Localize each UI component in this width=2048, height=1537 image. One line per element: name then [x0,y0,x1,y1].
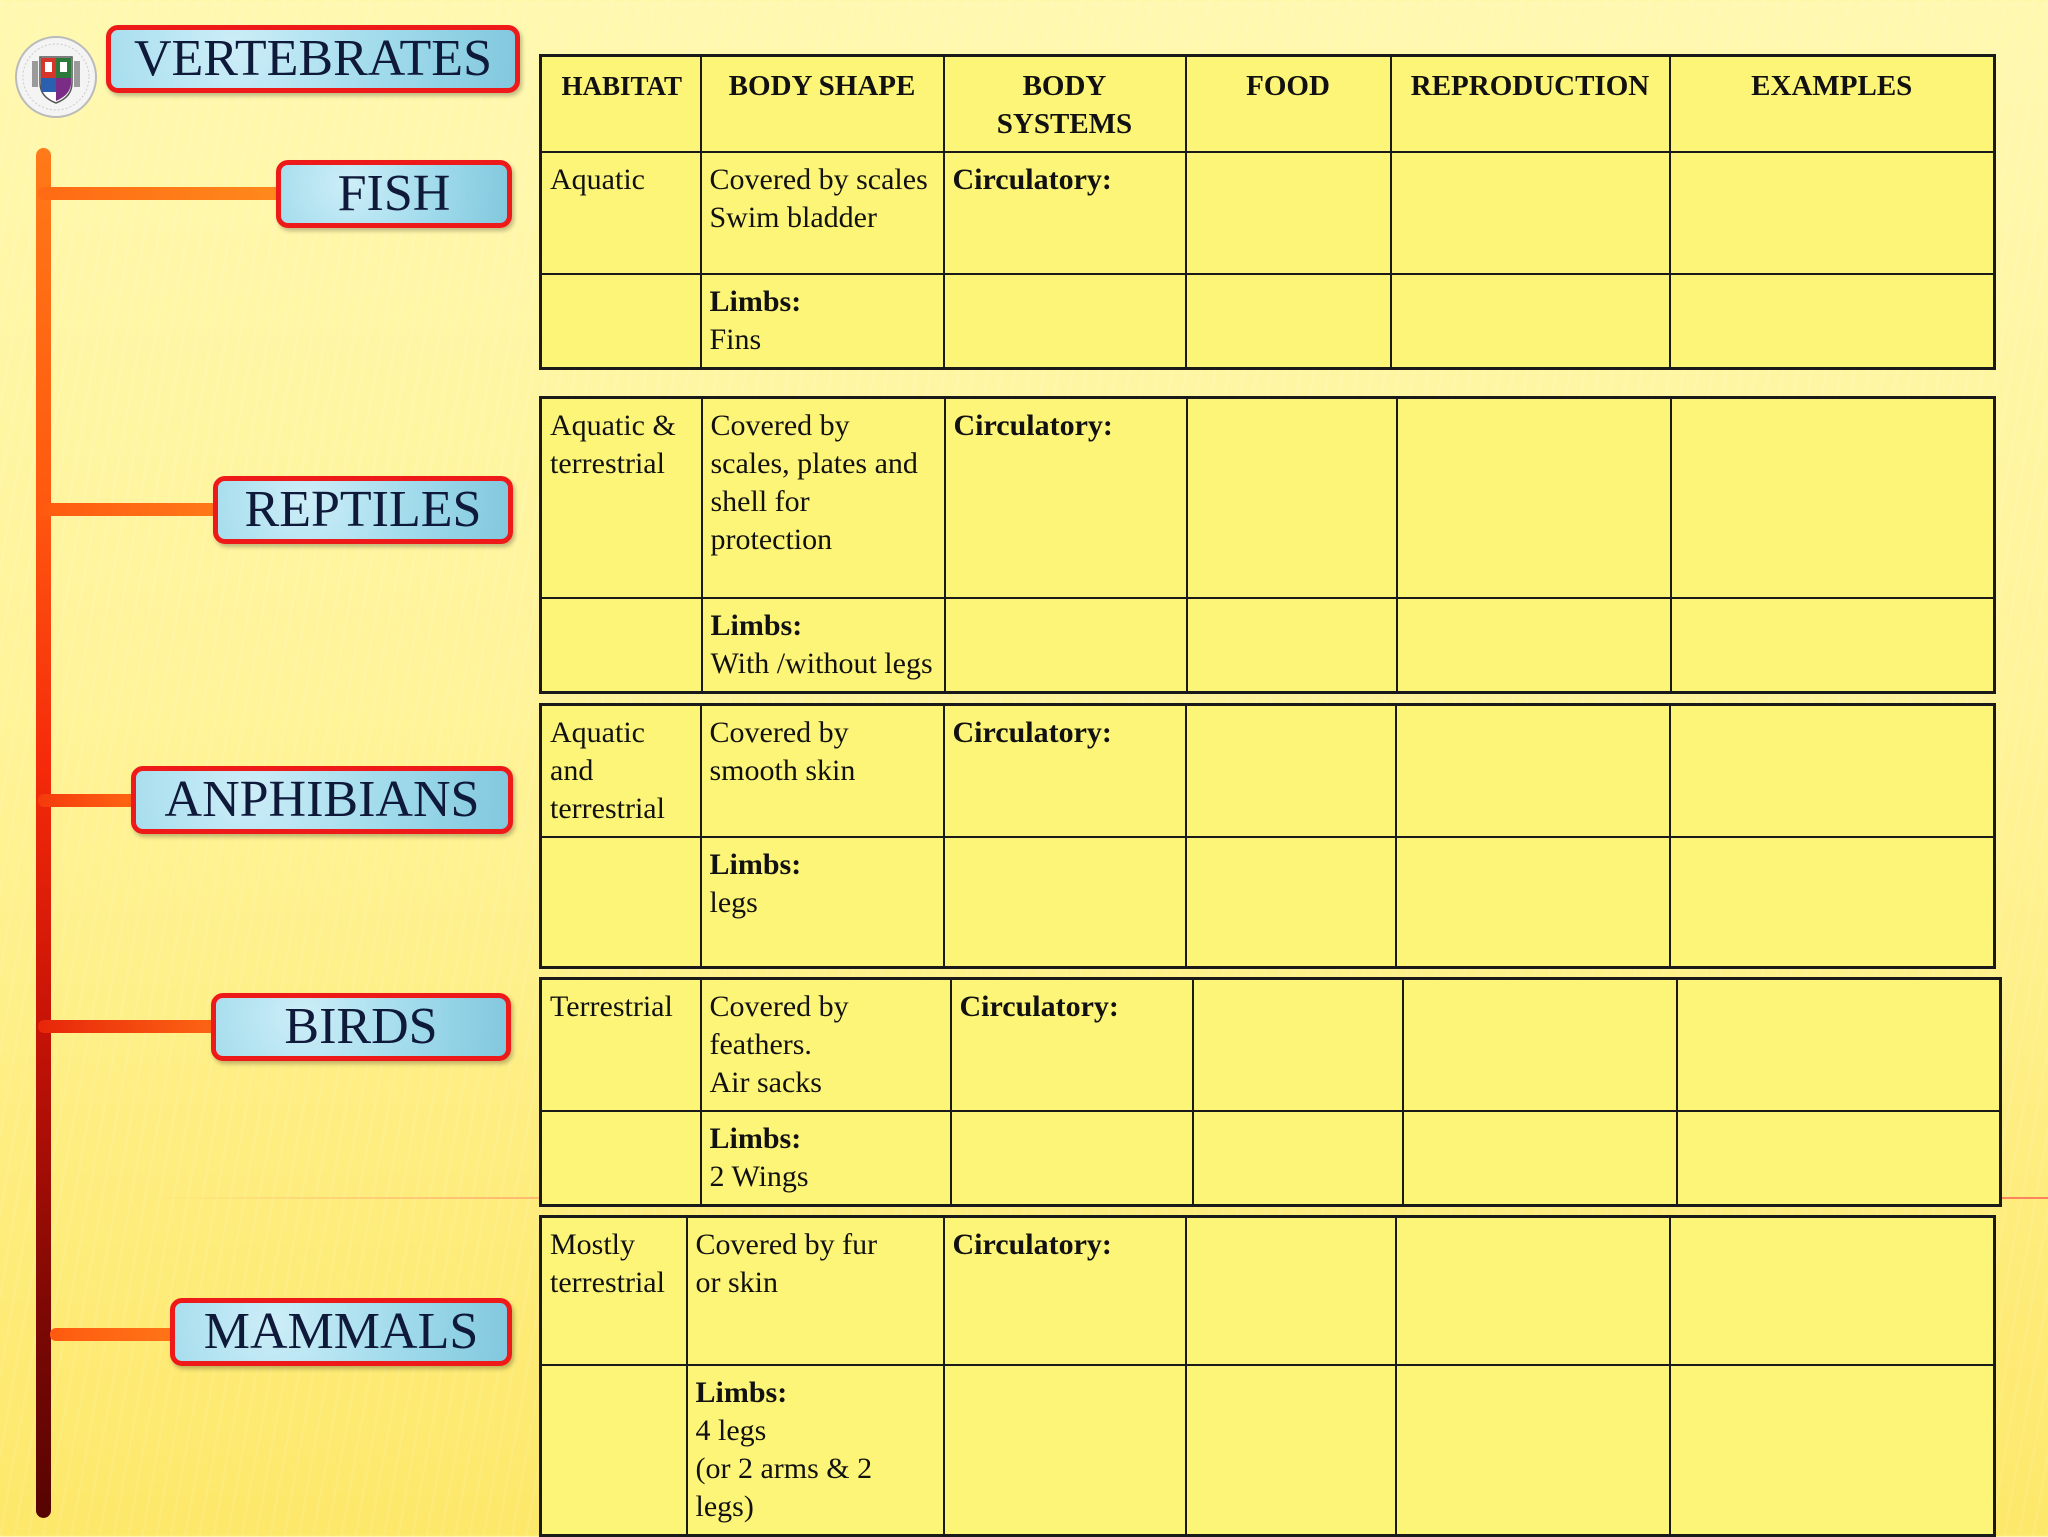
reproduction-cell [1397,598,1671,693]
examples-cell [1671,398,1995,598]
body-systems-cell [951,979,1193,1112]
table-row [541,837,1995,967]
circulatory-label: Circulatory: [952,163,1112,196]
limbs-value: 4 legs (or 2 arms & 2 legs) [695,1413,873,1523]
table-header-row [541,56,1995,153]
page-title: VERTEBRATES [106,25,520,93]
circulatory-label: Circulatory: [952,716,1112,749]
habitat-cell: Mostly terrestrial [541,1217,687,1365]
examples-cell [1670,705,1995,838]
examples-cell [1670,1217,1995,1365]
food-cell [1193,979,1403,1112]
body-systems-cell [951,1111,1193,1206]
reproduction-cell [1397,398,1671,598]
reproduction-cell [1403,1111,1677,1206]
reproduction-cell [1396,837,1670,967]
table-row [541,1111,2001,1206]
header-body-shape: BODY SHAPE [701,56,944,153]
habitat-cell: Terrestrial [541,979,701,1112]
examples-cell [1677,979,2001,1112]
table-row [541,1217,1995,1365]
birds-table [539,977,2002,1207]
limbs-value: With /without legs [710,646,933,680]
group-label-birds: BIRDS [211,993,511,1061]
body-shape-cell: Covered by feathers. Air sacks [701,979,951,1112]
examples-cell [1671,598,1995,693]
body-shape-cell: Covered by fur or skin [687,1217,944,1365]
table-row [541,274,1995,369]
body-systems-cell [944,837,1186,967]
limbs-label: Limbs: [695,1375,788,1409]
school-crest-icon [14,31,98,123]
limbs-label: Limbs: [709,848,802,881]
limbs-cell [701,837,944,967]
body-shape-cell: Covered by smooth skin [701,705,944,838]
body-systems-cell [944,1365,1186,1536]
habitat-cell: Aquatic & terrestrial [541,398,702,598]
body-systems-cell [944,274,1186,369]
header-body-systems: BODY SYSTEMS [944,56,1186,153]
limbs-label: Limbs: [709,285,802,318]
table-row [541,152,1995,274]
reptiles-table [539,396,1996,694]
food-cell [1193,1111,1403,1206]
table-row [541,398,1995,598]
food-cell [1187,598,1397,693]
branch-reptiles [38,503,228,516]
limbs-value: legs [709,886,758,919]
body-shape-cell: Covered by scales Swim bladder [701,152,944,274]
habitat-cell: Aquatic [541,152,701,274]
reproduction-cell [1396,1217,1670,1365]
branch-fish [38,187,288,200]
food-cell [1186,274,1391,369]
limbs-cell [687,1365,944,1536]
table-row [541,979,2001,1112]
body-systems-cell [945,398,1187,598]
limbs-label: Limbs: [710,608,803,642]
circulatory-label: Circulatory: [959,990,1119,1023]
food-cell [1186,152,1391,274]
header-examples: EXAMPLES [1670,56,1995,153]
habitat-cell [541,1111,701,1206]
fish-table [539,54,1996,370]
header-food: FOOD [1186,56,1391,153]
mammals-table [539,1215,1996,1537]
reproduction-cell [1396,1365,1670,1536]
reproduction-cell [1391,274,1670,369]
header-habitat: HABITAT [541,56,701,153]
amphibians-table [539,703,1996,969]
food-cell [1186,1365,1396,1536]
circulatory-label: Circulatory: [952,1228,1112,1261]
body-systems-cell [944,152,1186,274]
body-systems-cell [945,598,1187,693]
reproduction-cell [1391,152,1670,274]
examples-cell [1670,1365,1995,1536]
food-cell [1187,398,1397,598]
habitat-cell [541,1365,687,1536]
table-row [541,705,1995,838]
reproduction-cell [1403,979,1677,1112]
group-label-amphibians: ANPHIBIANS [131,766,513,834]
limbs-value: 2 Wings [709,1160,809,1193]
group-label-mammals: MAMMALS [170,1298,512,1366]
limbs-cell [701,1111,951,1206]
food-cell [1186,837,1396,967]
food-cell [1186,1217,1396,1365]
group-label-reptiles: REPTILES [213,476,513,544]
examples-cell [1670,274,1995,369]
body-shape-cell: Covered by scales, plates and shell for protection [702,398,945,598]
habitat-cell [541,598,702,693]
table-row [541,598,1995,693]
habitat-cell [541,274,701,369]
tree-spine [36,148,51,1518]
body-systems-cell [944,1217,1186,1365]
header-reproduction: REPRODUCTION [1391,56,1670,153]
body-systems-cell [944,705,1186,838]
table-row [541,1365,1995,1536]
examples-cell [1670,152,1995,274]
habitat-cell [541,837,701,967]
branch-birds [38,1020,228,1033]
limbs-cell [701,274,944,369]
food-cell [1186,705,1396,838]
limbs-label: Limbs: [709,1122,802,1155]
examples-cell [1670,837,1995,967]
reproduction-cell [1396,705,1670,838]
limbs-cell [702,598,945,693]
group-label-fish: FISH [276,160,512,228]
examples-cell [1677,1111,2001,1206]
limbs-value: Fins [709,323,762,356]
habitat-cell: Aquatic and terrestrial [541,705,701,838]
circulatory-label: Circulatory: [953,409,1113,442]
